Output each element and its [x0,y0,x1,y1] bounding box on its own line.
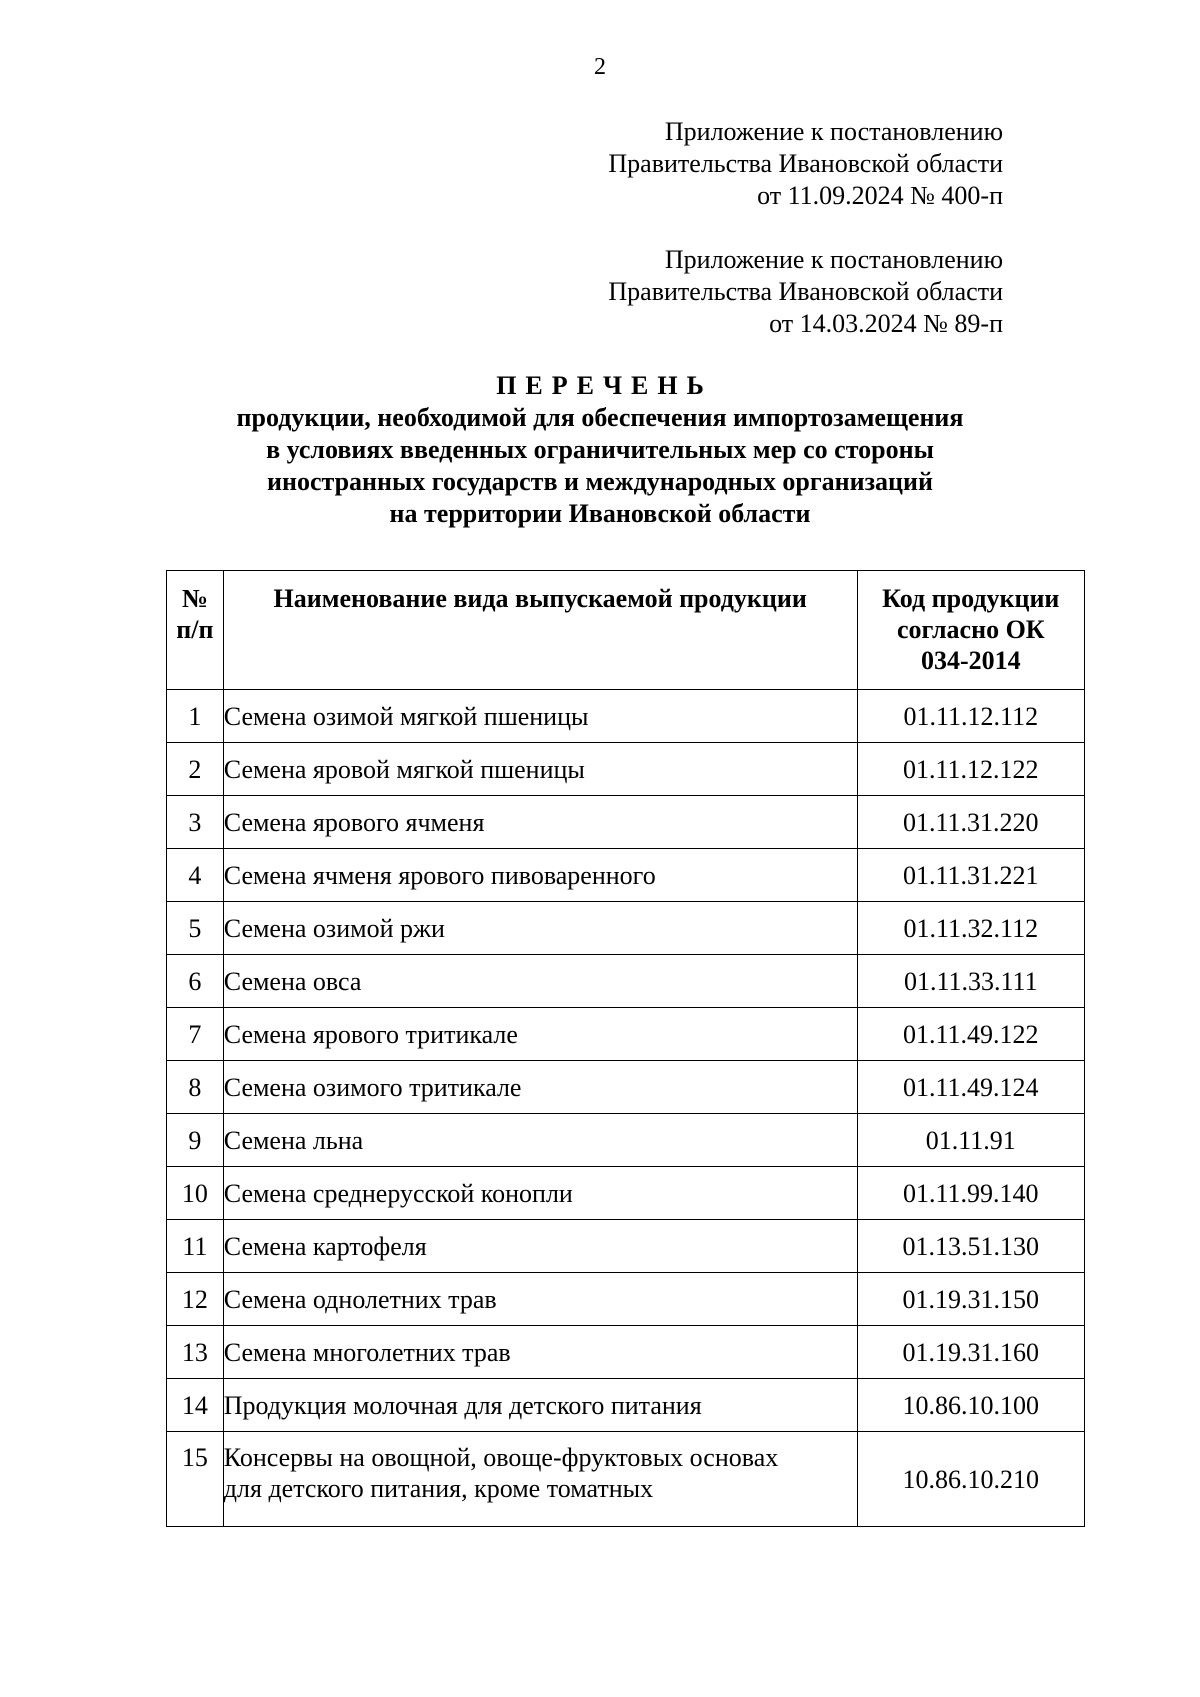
header-number-line1: № [181,584,208,613]
row-code: 01.11.31.221 [857,849,1084,902]
row-code: 10.86.10.210 [857,1432,1084,1527]
table-row [167,1326,1085,1379]
row-number: 13 [167,1326,224,1379]
row-code: 01.19.31.150 [857,1273,1084,1326]
appendix-original-line1: Приложение к постановлению [664,245,1003,274]
row-name: Семена озимой ржи [223,902,857,955]
header-name [223,571,857,690]
row-name-line2: для детского питания, кроме томатных [223,1474,654,1503]
title-line-4: на территории Ивановской области [389,499,811,528]
table-row [167,1167,1085,1220]
table-row [167,1220,1085,1273]
table-row [167,955,1085,1008]
table-row [167,690,1085,743]
row-code: 10.86.10.100 [857,1379,1084,1432]
title-line-3: иностранных государств и международных организаций [267,467,933,496]
table-row [167,1379,1085,1432]
row-number: 7 [167,1008,224,1061]
row-code: 01.11.12.112 [857,690,1084,743]
table-row [167,1061,1085,1114]
row-number: 6 [167,955,224,1008]
row-code: 01.19.31.160 [857,1326,1084,1379]
row-code: 01.11.49.124 [857,1061,1084,1114]
row-name-line1: Консервы на овощной, овоще-фруктовых основах [223,1443,779,1472]
appendix-original-line3: от 14.03.2024 № 89-п [769,309,1003,338]
table-row [167,1432,1085,1527]
row-code: 01.11.33.111 [857,955,1084,1008]
row-number: 4 [167,849,224,902]
header-code-line1: Код продукции [882,584,1060,613]
document-title [0,370,1200,530]
appendix-original-line2: Правительства Ивановской области [608,277,1003,306]
page-number: 2 [594,54,606,80]
row-name: Продукция молочная для детского питания [223,1379,857,1432]
row-code: 01.11.31.220 [857,796,1084,849]
table-header-row [167,571,1085,690]
row-name: Семена ярового тритикале [223,1008,857,1061]
row-code: 01.11.99.140 [857,1167,1084,1220]
header-name-text: Наименование вида выпускаемой продукции [273,584,807,613]
title-heading: ПЕРЕЧЕНЬ [496,371,713,400]
row-name: Семена яровой мягкой пшеницы [223,743,857,796]
header-number [167,571,224,690]
table-row [167,849,1085,902]
row-name: Семена ячменя ярового пивоваренного [223,849,857,902]
appendix-original [608,244,1003,340]
title-line-1: продукции, необходимой для обеспечения импортозамещения [236,403,964,432]
header-code-line3: 034-2014 [920,646,1021,675]
row-name: Семена озимого тритикале [223,1061,857,1114]
row-code: 01.11.91 [857,1114,1084,1167]
row-name: Семена овса [223,955,857,1008]
row-number: 2 [167,743,224,796]
appendix-current-line1: Приложение к постановлению [664,117,1003,146]
row-number: 12 [167,1273,224,1326]
row-number: 10 [167,1167,224,1220]
row-number: 14 [167,1379,224,1432]
table-row [167,902,1085,955]
table-row [167,796,1085,849]
table-row [167,1008,1085,1061]
header-code [857,571,1084,690]
table-row [167,1273,1085,1326]
row-name: Семена льна [223,1114,857,1167]
header-number-line2: п/п [176,615,214,644]
row-number: 9 [167,1114,224,1167]
row-code: 01.11.32.112 [857,902,1084,955]
appendix-current [608,116,1003,212]
row-name: Семена многолетних трав [223,1326,857,1379]
row-number: 8 [167,1061,224,1114]
header-code-line2: согласно ОК [896,615,1045,644]
appendix-current-line3: от 11.09.2024 № 400-п [757,181,1003,210]
row-code: 01.13.51.130 [857,1220,1084,1273]
products-table [166,570,1085,1527]
row-number: 3 [167,796,224,849]
row-code: 01.11.12.122 [857,743,1084,796]
row-number: 1 [167,690,224,743]
row-name [223,1432,857,1527]
row-name: Семена картофеля [223,1220,857,1273]
row-number: 11 [167,1220,224,1273]
row-name: Семена среднерусской конопли [223,1167,857,1220]
row-name: Семена ярового ячменя [223,796,857,849]
table-row [167,1114,1085,1167]
appendix-current-line2: Правительства Ивановской области [608,149,1003,178]
row-name: Семена однолетних трав [223,1273,857,1326]
row-name: Семена озимой мягкой пшеницы [223,690,857,743]
row-number: 5 [167,902,224,955]
row-code: 01.11.49.122 [857,1008,1084,1061]
row-number: 15 [167,1432,224,1527]
title-line-2: в условиях введенных ограничительных мер со стороны [266,435,934,464]
table-row [167,743,1085,796]
